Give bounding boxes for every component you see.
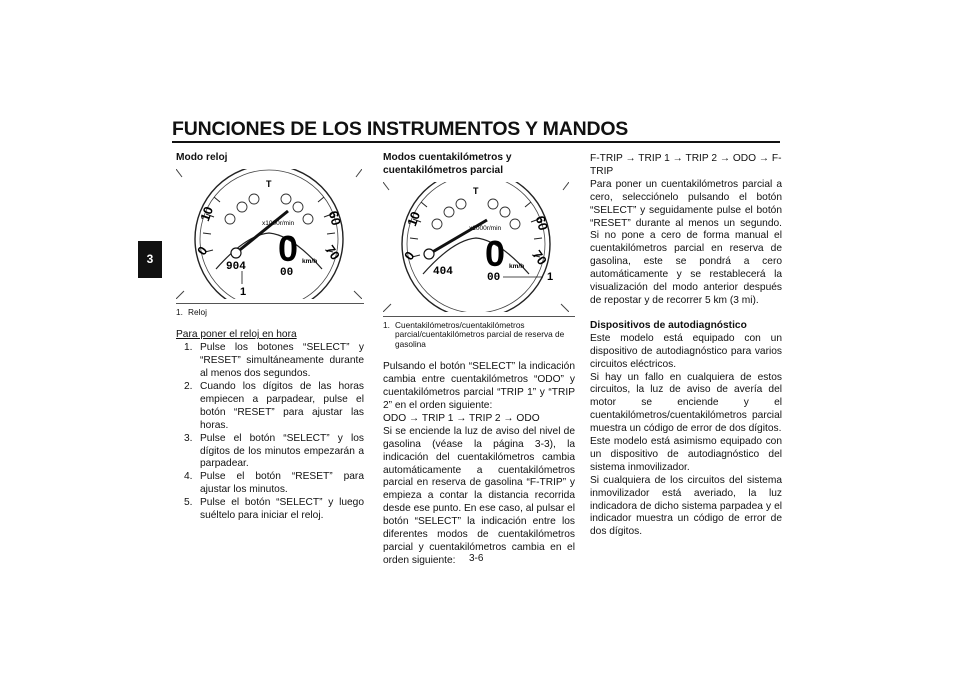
column-1 <box>176 152 364 523</box>
figure-callout-number: 1 <box>240 285 247 298</box>
figure-rule <box>176 303 364 304</box>
clock-display: 904 <box>226 260 246 273</box>
mode-sequence: F-TRIP → TRIP 1 → TRIP 2 → ODO → F-TRIP <box>590 153 782 177</box>
odometer-display: 00 <box>280 266 294 279</box>
speed-readout: 0 <box>278 227 299 269</box>
section-heading-self-diagnosis: Dispositivos de autodiagnóstico <box>590 319 747 331</box>
svg-text:T: T <box>473 185 479 196</box>
paragraph: Este modelo está asimismo equipado con un dispositivo de autodiagnóstico del sistema inmovilizador. <box>590 436 782 473</box>
speed-unit: km/h <box>509 262 525 270</box>
gauge-tick-label: 0 <box>194 243 211 258</box>
column-2 <box>383 152 575 568</box>
page-header-title: FUNCIONES DE LOS INSTRUMENTOS Y MANDOS <box>172 118 629 140</box>
paragraph: Si se enciende la luz de aviso del nivel de gasolina (véase la página 3-3), la indicación del cuentakilómetros cambia automáticamente a cuentakilómetros parcial en reserva de gasolina “F-TRIP” y empieza a contar la distancia recorrida desde ese punto. En ese caso, al pulsar el botón “SELECT” la indicación entre los diferentes modos de cuentakilómetros parcial y cuentakilómetros cambia en el orden siguiente: <box>383 425 575 566</box>
svg-text:T: T <box>266 178 272 189</box>
page-number: 3-6 <box>469 553 484 564</box>
column-3 <box>590 153 782 539</box>
figure-caption: 1. Reloj <box>176 306 207 317</box>
gauge-tick-label: 70 <box>529 247 550 268</box>
instrument-cluster-illustration <box>383 182 569 312</box>
paragraph: Este modelo está equipado con un dispositivo de autodiagnóstico para varios circuitos eléctricos. <box>590 332 782 370</box>
paragraph: Pulsando el botón “SELECT” la indicación cambia entre cuentakilómetros “ODO” y cuentakilómetros parcial “TRIP 1” y “TRIP 2” en el orden siguiente: <box>383 361 575 412</box>
figure-clock-mode <box>176 169 362 299</box>
speed-unit: km/h <box>302 257 318 265</box>
gauge-tick-label: 0 <box>401 248 418 263</box>
list-item: 1. Pulse los botones “SELECT” y “RESET” simultáneamente durante al menos dos segundos. <box>184 342 364 380</box>
header-rule <box>172 141 780 143</box>
figure-rule <box>383 316 575 317</box>
odometer-display: 00 <box>487 271 501 284</box>
instrument-cluster-illustration <box>176 169 362 299</box>
section-heading-odometer-modes: Modos cuentakilómetros y cuentakilómetros parcial <box>383 152 512 176</box>
figure-odometer-mode <box>383 182 569 312</box>
paragraph: Si cualquiera de los circuitos del sistema inmovilizador está averiado, la luz indicadora de dicho sistema parpadea y el indicador muestra un código de error de dos dígitos. <box>590 474 782 538</box>
paragraph: Para poner un cuentakilómetros parcial a cero, selecciónelo pulsando el botón “SELECT” y seguidamente pulse el botón “RESET” durante al menos un segundo. Si no pone a cero de forma manual el cuentakilómetros parcial en reserva de gasolina, este se pondrá a cero automáticamente y se restablecerá la visualización del modo anterior después de repostar y de recorrer 5 km (3 mi). <box>590 178 782 306</box>
rpm-unit-label: x1000r/min <box>469 224 502 232</box>
clock-display: 404 <box>433 265 453 278</box>
speed-readout: 0 <box>485 232 506 274</box>
chapter-tab: 3 <box>138 241 162 278</box>
gauge-tick-label: 60 <box>532 213 551 232</box>
subheading-set-clock: Para poner el reloj en hora <box>176 329 297 341</box>
gauge-tick-label: 70 <box>322 242 343 263</box>
figure-caption: 1. Cuentakilómetros/cuentakilómetros parcial/cuentakilómetros parcial de reserva de gasolina <box>383 319 565 349</box>
list-item: 2. Cuando los dígitos de las horas empiecen a parpadear, pulse el botón “RESET” para ajustar las horas. <box>184 381 364 431</box>
list-item: 3. Pulse el botón “SELECT” y los dígitos de los minutos empezarán a parpadear. <box>184 432 364 470</box>
clock-steps-list <box>180 342 364 523</box>
gauge-tick-label: 10 <box>404 209 424 228</box>
rpm-unit-label: x1000r/min <box>262 219 295 227</box>
list-item: 5. Pulse el botón “SELECT” y luego suéltelo para iniciar el reloj. <box>184 497 364 522</box>
figure-callout-number: 1 <box>547 270 554 283</box>
paragraph: Si hay un fallo en cualquiera de estos circuitos, la luz de aviso de avería del motor se enciende y el cuentakilómetros/cuentakilómetros parcial muestra un código de error de dos dígitos. <box>590 371 782 435</box>
section-heading-clock-mode: Modo reloj <box>176 152 228 163</box>
list-item: 4. Pulse el botón “RESET” para ajustar los minutos. <box>184 471 364 496</box>
gauge-tick-label: 10 <box>197 204 217 224</box>
mode-sequence: ODO → TRIP 1 → TRIP 2 → ODO <box>383 412 540 424</box>
gauge-tick-label: 60 <box>325 209 344 227</box>
